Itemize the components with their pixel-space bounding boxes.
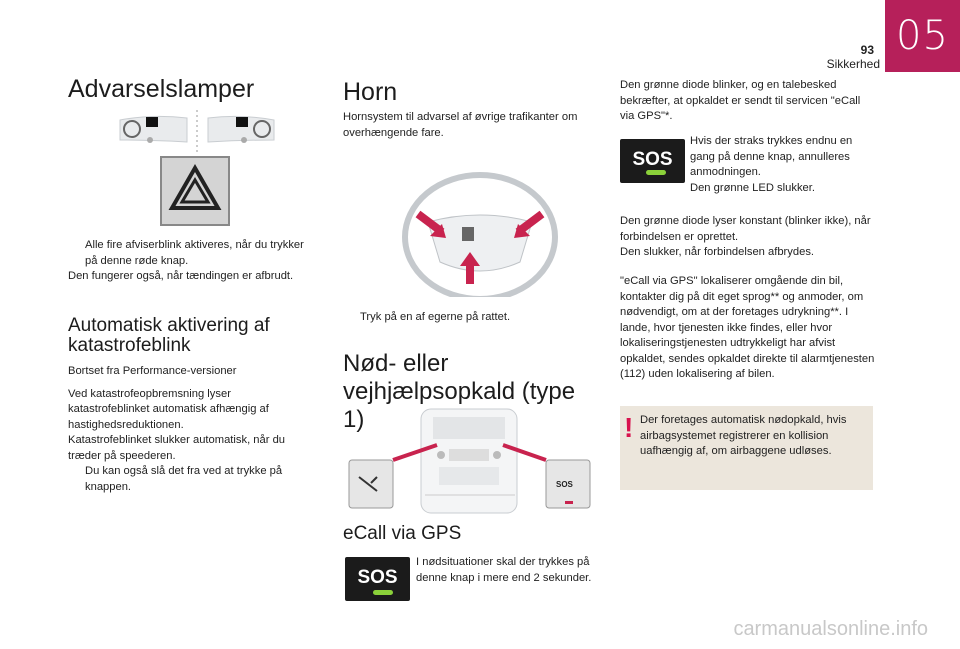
emergency-call-title: Nød- eller vejhjælpsopkald (type 1) xyxy=(343,350,576,433)
horn-title: Horn xyxy=(343,78,398,106)
ecall-info-1: Den grønne diode blinker, og en talebesked bekræfter, at opkaldet er sendt til servicen "eCall via GPS"*. xyxy=(620,79,861,122)
sos-label: SOS xyxy=(357,567,398,588)
sos-button[interactable] xyxy=(345,557,410,601)
hazard-text: Alle fire afviserblink aktiveres, når du trykker på denne røde knap. Den fungerer også, når tændingen er afbrudt. xyxy=(68,239,304,282)
watermark: carmanualsonline.info xyxy=(733,618,928,640)
sos-label-2: SOS xyxy=(632,149,673,170)
warning-lamps-title: Advarselslamper xyxy=(68,75,255,103)
auto-activation-title: Automatisk aktivering af katastrofeblink xyxy=(68,315,270,356)
sos-button-2[interactable] xyxy=(620,139,685,183)
ecall-text: I nødsituationer skal der trykkes på denne knap i mere end 2 sekunder. xyxy=(416,556,592,584)
hazard-indicator-illustration xyxy=(112,110,282,152)
ecall-led-text: Den grønne diode lyser konstant (blinker ikke), når forbindelsen er oprettet. Den slukker, når forbindelsen afbrydes. xyxy=(620,215,871,258)
green-led-icon xyxy=(646,170,666,175)
section-name: Sikkerhed xyxy=(826,57,880,71)
horn-text: Hornsystem til advarsel af øvrige trafikanter om overhængende fare. xyxy=(343,111,578,139)
green-led-icon xyxy=(373,590,393,595)
dashboard-sos-label: SOS xyxy=(556,480,573,489)
steering-wheel-illustration xyxy=(400,172,560,297)
auto-activation-text: Bortset fra Performance-versioner Ved katastrofeopbremsning lyser katastrofeblinket automatisk afhængig af hastighedsreduktionen. Katastrofeblinket slukker automatisk, når du træder på speederen. Du kan også slå det fra ved at trykke på knappen. xyxy=(68,365,286,493)
hazard-triangle-icon xyxy=(162,158,228,224)
warning-text: Der foretages automatisk nødopkald, hvis airbagsystemet registrerer en kollision uafhængig af, om airbaggene udløses. xyxy=(640,414,847,457)
chapter-tab: 05 xyxy=(885,0,960,72)
dashboard-sos-illustration xyxy=(345,405,595,517)
warning-exclamation-icon: ! xyxy=(624,412,634,443)
ecall-cancel-text: Hvis der straks trykkes endnu en gang på denne knap, annulleres anmodningen. Den grønne LED slukker. xyxy=(690,135,853,194)
ecall-title: eCall via GPS xyxy=(343,523,462,544)
horn-bullet: Tryk på en af egerne på rattet. xyxy=(360,311,511,323)
hazard-button[interactable] xyxy=(160,156,230,226)
page-number: 93 xyxy=(860,43,874,57)
ecall-description: "eCall via GPS" lokaliserer omgående din bil, kontakter dig på dit eget sprog** og anmoder, om nødvendigt, om at der foretages udrykning**. I lande, hvor tjenesten ikke findes, eller hvor lokaliseringstjenesten udtrykkeligt har afvist opkaldet, sendes opkaldet direkte til alarmtjenesten (112) uden lokalisering af bilen. xyxy=(620,275,875,380)
